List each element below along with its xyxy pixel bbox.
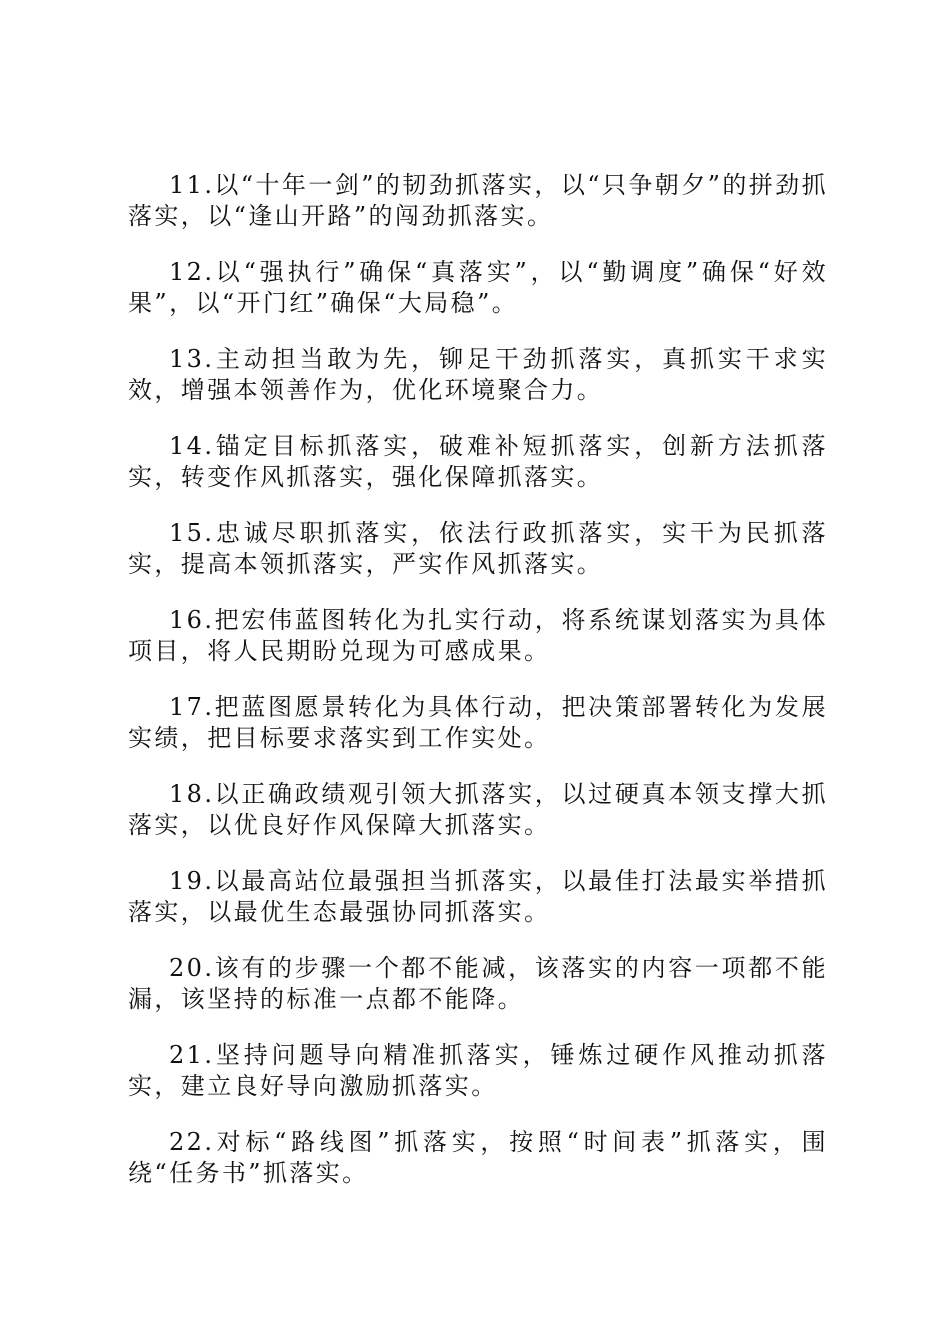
- paragraph-11: 11.以“十年一剑”的韧劲抓落实，以“只争朝夕”的拼劲抓落实，以“逢山开路”的闯劲抓落实。: [128, 171, 828, 230]
- paragraph-15: 15.忠诚尽职抓落实，依法行政抓落实，实干为民抓落实，提高本领抓落实，严实作风抓落实。: [128, 519, 828, 578]
- paragraph-17: 17.把蓝图愿景转化为具体行动，把决策部署转化为发展实绩，把目标要求落实到工作实处。: [128, 693, 828, 752]
- paragraph-19: 19.以最高站位最强担当抓落实，以最佳打法最实举措抓落实，以最优生态最强协同抓落实。: [128, 867, 828, 926]
- paragraph-12: 12.以“强执行”确保“真落实”，以“勤调度”确保“好效果”，以“开门红”确保“大局稳”。: [128, 258, 828, 317]
- paragraph-22: 22.对标“路线图”抓落实，按照“时间表”抓落实，围绕“任务书”抓落实。: [128, 1128, 828, 1187]
- document-body: [128, 170, 828, 1214]
- paragraph-16: 16.把宏伟蓝图转化为扎实行动，将系统谋划落实为具体项目，将人民期盼兑现为可感成果。: [128, 606, 828, 665]
- paragraph-21: 21.坚持问题导向精准抓落实，锤炼过硬作风推动抓落实，建立良好导向激励抓落实。: [128, 1041, 828, 1100]
- paragraph-20: 20.该有的步骤一个都不能减，该落实的内容一项都不能漏，该坚持的标准一点都不能降。: [128, 954, 828, 1013]
- paragraph-13: 13.主动担当敢为先，铆足干劲抓落实，真抓实干求实效，增强本领善作为，优化环境聚合力。: [128, 345, 828, 404]
- paragraph-18: 18.以正确政绩观引领大抓落实，以过硬真本领支撑大抓落实，以优良好作风保障大抓落实。: [128, 780, 828, 839]
- paragraph-14: 14.锚定目标抓落实，破难补短抓落实，创新方法抓落实，转变作风抓落实，强化保障抓落实。: [128, 432, 828, 491]
